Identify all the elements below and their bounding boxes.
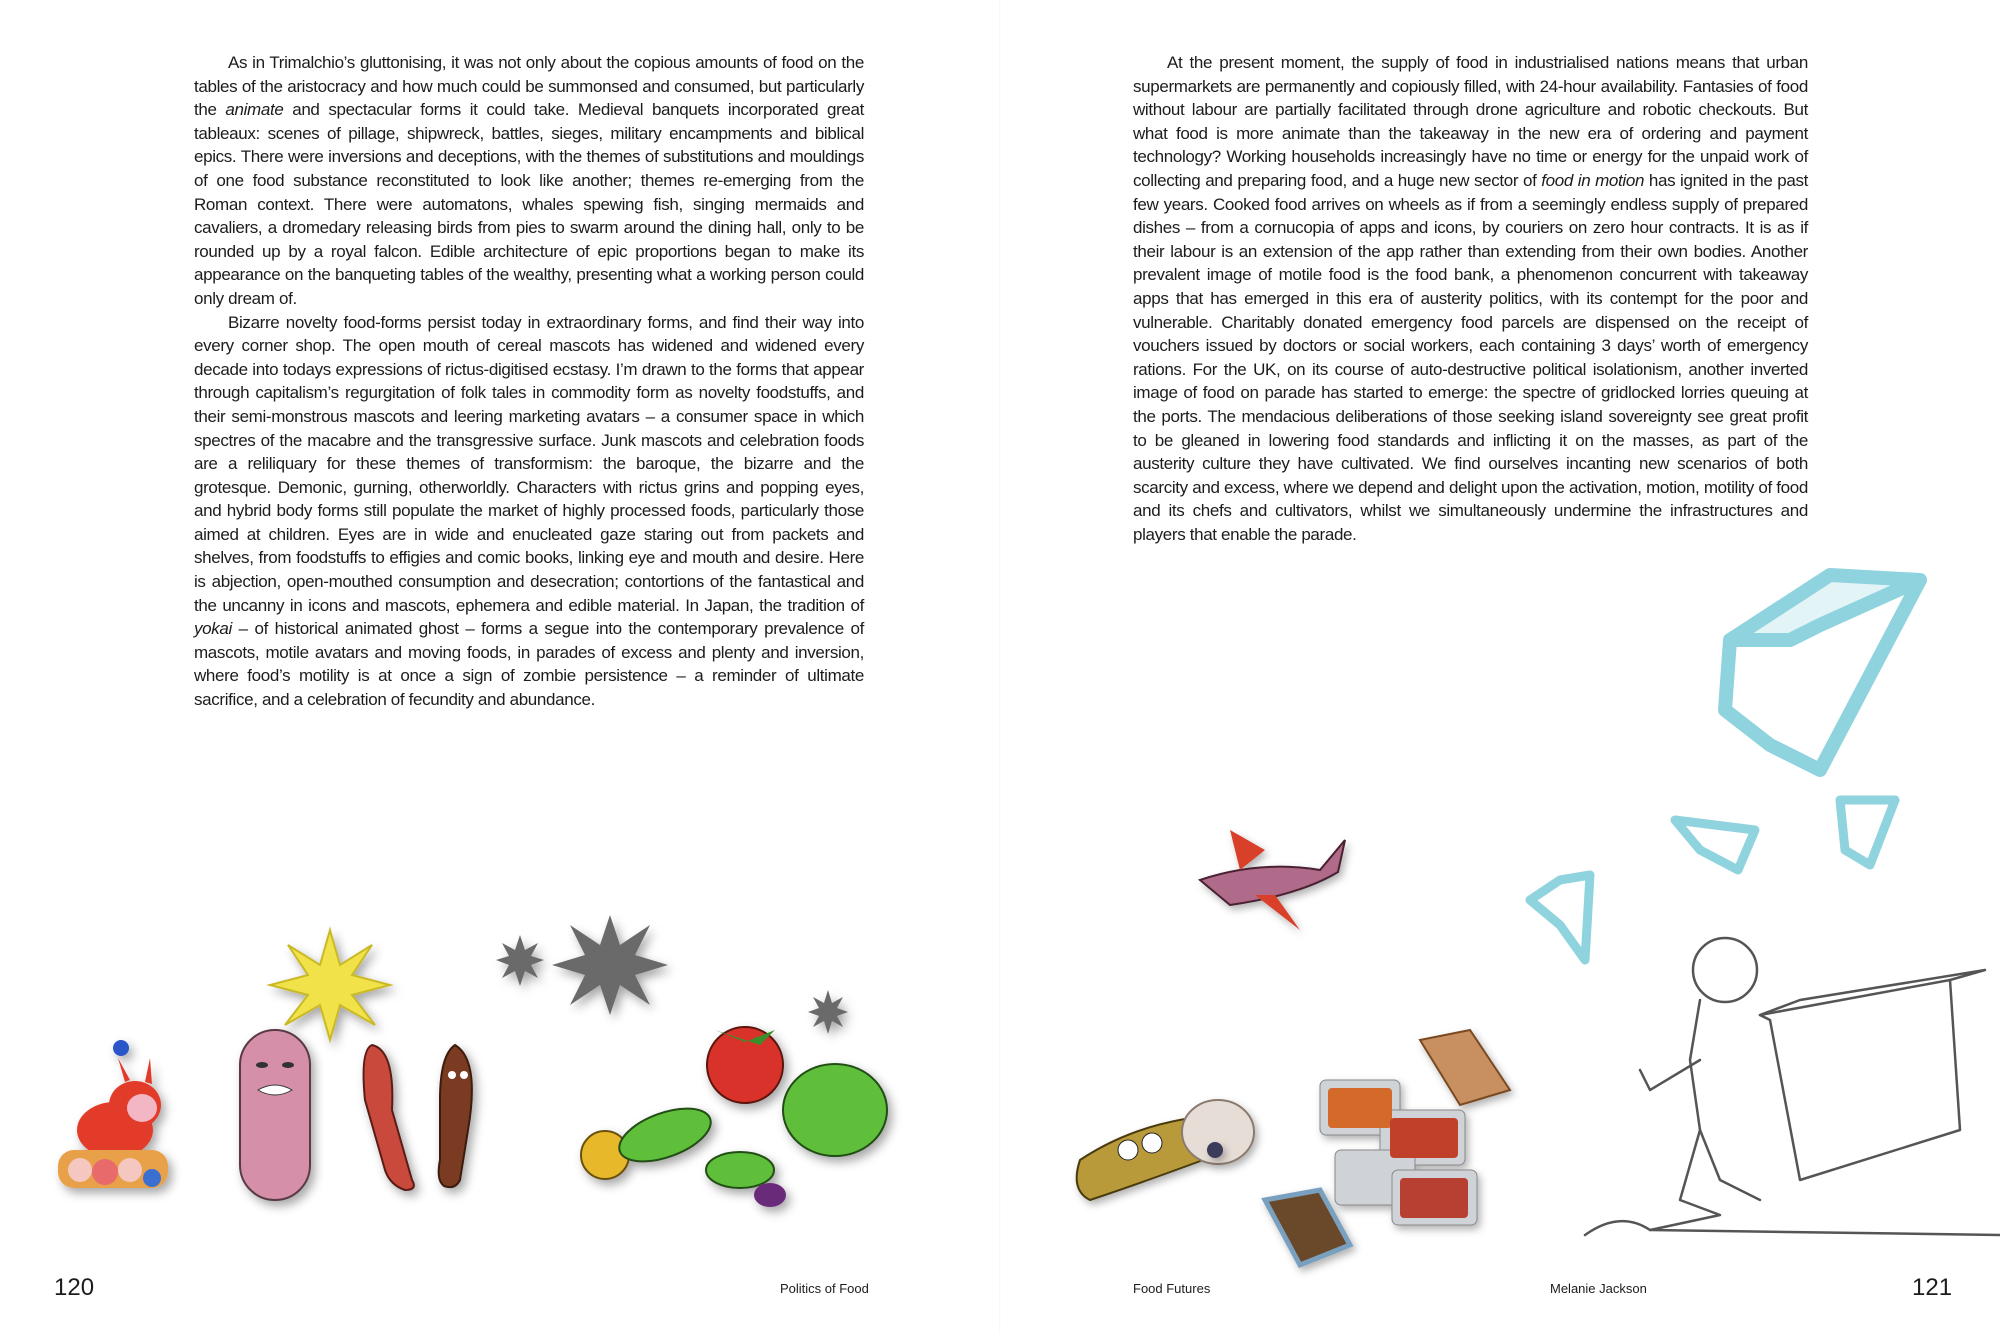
flying-bird-creature xyxy=(1200,830,1345,930)
left-running-head: Politics of Food xyxy=(780,1281,869,1296)
pink-blob-mascot xyxy=(240,1030,310,1200)
grey-starburst-small xyxy=(496,935,848,1034)
courier-line-drawing xyxy=(1585,938,2000,1235)
delivery-illustration xyxy=(1000,0,2000,1333)
yellow-starburst xyxy=(270,930,390,1040)
right-page-number: 121 xyxy=(1912,1274,1953,1301)
green-food-creatures xyxy=(581,1027,887,1207)
sausage-mascots xyxy=(364,1045,472,1190)
takeaway-food-trays xyxy=(1207,1030,1510,1265)
right-page xyxy=(1000,0,2000,1333)
right-running-head-author: Melanie Jackson xyxy=(1550,1281,1647,1296)
left-paragraph-2: Bizarre novelty food-forms persist today in extraordinary forms, and find their way into every corner shop. The open mouth of cereal mascots has widened and widened every decade into todays expressions of rictus-digitised ecstasy. I’m drawn to the forms that appear through capitalism’s regurgitation of folk tales in commodity form as novelty foodstuffs, and their semi-monstrous mascots and leering marketing avatars – a consumer space in which spectres of the macabre and the transgressive surface. Junk mascots and celebration foods are a reliliquary for these themes of transformism: the baroque, the bizarre and the grotesque. Demonic, gurning, otherworldly. Characters with rictus grins and popping eyes, and hybrid body forms still populate the market of highly processed foods, particularly those aimed at children. Eyes are in wide and enucleated gaze staring out from packets and shelves, from foodstuffs to effigies and comic books, linking eye and mouth and desire. Here is abjection, open-mouthed consumption and desecration; contortions of the fantastical and the uncanny in icons and mascots, ephemera and edible material. In Japan, the tradition of yokai – of historical animated ghost – forms a segue into the contemporary prevalence of mascots, motile avatars and moving foods, in parades of excess and plenty and inversion, where food’s motility is at once a sign of zombie persistence – a reminder of ultimate sacrifice, and a celebration of fecundity and abundance. xyxy=(194,312,864,710)
right-paragraph-1: At the present moment, the supply of food in industrialised nations means that urban supermarkets are permanently and copiously filled, with 24-hour availability. Fantasies of food without labour are partially facilitated through drone agriculture and robotic checkouts. But what food is more animate than the takeaway in the new era of ordering and payment technology? Working households increasingly have no time or energy for the unpaid work of collecting and preparing food, and a huge new sector of food in motion has ignited in the past few years. Cooked food arrives on wheels as if from a seemingly endless supply of prepared dishes – from a cornucopia of apps and icons, by couriers on zero hour contracts. It is as if their labour is an extension of the app rather than extending from their own bodies. Another prevalent image of motile food is the food bank, a phenomenon concurrent with takeaway apps that has emerged in this era of austerity politics, with its contempt for the poor and vulnerable. Charitably donated emergency food parcels are dispensed on the receipt of vouchers issued by doctors or social workers, each containing 3 days’ worth of emergency rations. For the UK, on its course of auto-destructive political isolationism, another inverted image of food on parade has started to emerge: the spectre of gridlocked lorries queuing at the ports. The mendacious deliberations of those seeking island sovereignty see great profit to be gleaned in lowering food standards and inflicting it on the masses, as part of the austerity culture they have cultivated. We find ourselves incanting new scenarios of both scarcity and excess, where we depend and delight upon the activation, motion, motility of food and its chefs and cultivators, whilst we simultaneously undermine the infrastructures and players that enable the parade. xyxy=(1133,53,1808,544)
left-page-number: 120 xyxy=(54,1274,95,1301)
right-running-head-left: Food Futures xyxy=(1133,1281,1211,1296)
left-paragraph-1: As in Trimalchio’s gluttonising, it was not only about the copious amounts of food on the tables of the aristocracy and how much could be summonsed and consumed, but particularly the animate and spectacular forms it could take. Medieval banquets incorporated great tableaux: scenes of pillage, shipwreck, battles, sieges, military encampments and biblical epics. There were inversions and deceptions, with the themes of substitutions and mouldings of one food substance reconstituted to look like another; themes re-emerging from the Roman context. There were automatons, whales spewing fish, singing mermaids and cavaliers, a dromedary releasing birds from pies to swarm around the dining hall, only to be rounded up by a royal falcon. Edible architecture of epic proportions began to make its appearance on the banqueting tables of the wealthy, presenting what a working person could only dream of. xyxy=(194,53,864,308)
delivery-app-icon-small xyxy=(1530,800,1895,960)
delivery-app-icon-large xyxy=(1725,575,1920,770)
grey-starburst-large xyxy=(552,915,668,1015)
red-cartoon-mascot xyxy=(58,1040,168,1188)
sausage-with-eyes xyxy=(1077,1100,1254,1200)
